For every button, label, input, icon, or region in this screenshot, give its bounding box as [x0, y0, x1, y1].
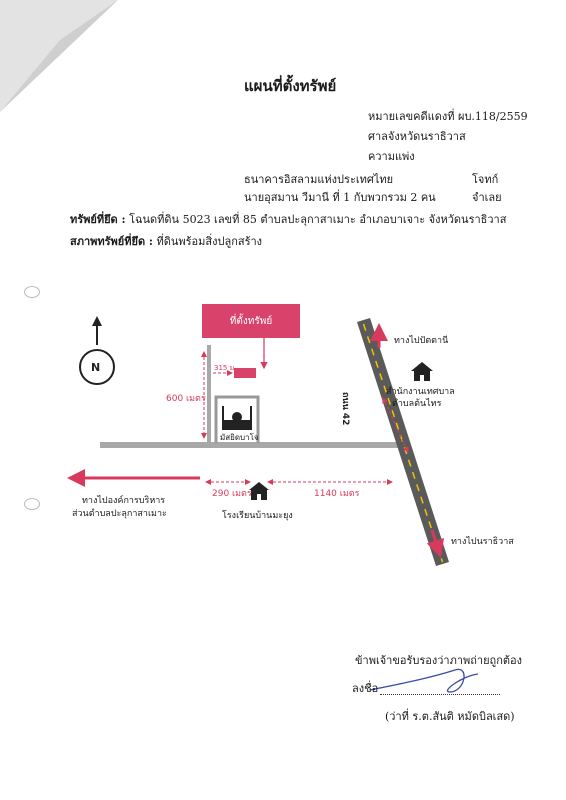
signature-line [380, 694, 500, 695]
property-marker [234, 368, 256, 378]
sign-label: ลงชื่อ [352, 682, 379, 695]
to-narathiwat-label: ทางไปนราธิวาส [451, 537, 514, 547]
court-name: ศาลจังหวัดนราธิวาส [368, 130, 466, 143]
north-label: N [91, 361, 101, 374]
house-icon [411, 362, 433, 381]
road-42-label: ถนน 42 [340, 392, 350, 426]
case-number: หมายเลขคดีแดงที่ ผบ.118/2559 [368, 110, 528, 123]
property-box-label: ที่ตั้งทรัพย์ [229, 316, 273, 327]
to-admin-label-2: ส่วนตำบลปะลุกาสาเมาะ [72, 509, 167, 519]
dist-290: 290 เมตร [212, 489, 252, 499]
property-value: โฉนดที่ดิน 5023 เลขที่ 85 ตำบลปะลุกาสาเมาะ อำเภอบาเจาะ จังหวัดนราธิวาส [129, 213, 507, 226]
north-arrow-icon [92, 316, 102, 345]
municipal-label-1: สำนักงานเทศบาล [386, 387, 455, 397]
condition-value: ที่ดินพร้อมสิ่งปลูกสร้าง [156, 235, 263, 248]
side-lane [207, 345, 211, 443]
dist-600: 600 เมตร [166, 394, 206, 404]
defendant-name: นายอุสมาน วีมานี ที่ 1 กับพวกรวม 2 คน [244, 191, 436, 204]
condition-label: สภาพทรัพย์ที่ยึด : [70, 235, 153, 248]
municipal-label-2: ตำบลต้นไทร [392, 399, 442, 409]
to-patani-label: ทางไปปัตตานี [394, 336, 449, 346]
school-label: โรงเรียนบ้านมะยุง [222, 511, 293, 521]
signature [370, 669, 478, 692]
school-icon [249, 482, 269, 500]
mosque-label: มัสยิดบาโจ [220, 433, 259, 442]
page-title: แผนที่ตั้งทรัพย์ [244, 77, 337, 95]
signer-name: (ว่าที่ ร.ต.สันติ หมัดบิลเสด) [385, 710, 515, 723]
defendant-role: จำเลย [472, 191, 502, 204]
plaintiff-name: ธนาคารอิสลามแห่งประเทศไทย [244, 173, 394, 186]
mosque-icon [222, 406, 252, 430]
certification-statement: ข้าพเจ้าขอรับรองว่าภาพถ่ายถูกต้อง [355, 654, 522, 667]
dist-315: 315 ม. [214, 364, 237, 372]
case-type: ความแพ่ง [368, 150, 415, 163]
to-admin-label-1: ทางไปองค์การบริหาร [82, 496, 166, 506]
dist-1140: 1140 เมตร [314, 489, 360, 499]
plaintiff-role: โจทก์ [472, 173, 499, 186]
property-label: ทรัพย์ที่ยึด : [70, 213, 126, 226]
